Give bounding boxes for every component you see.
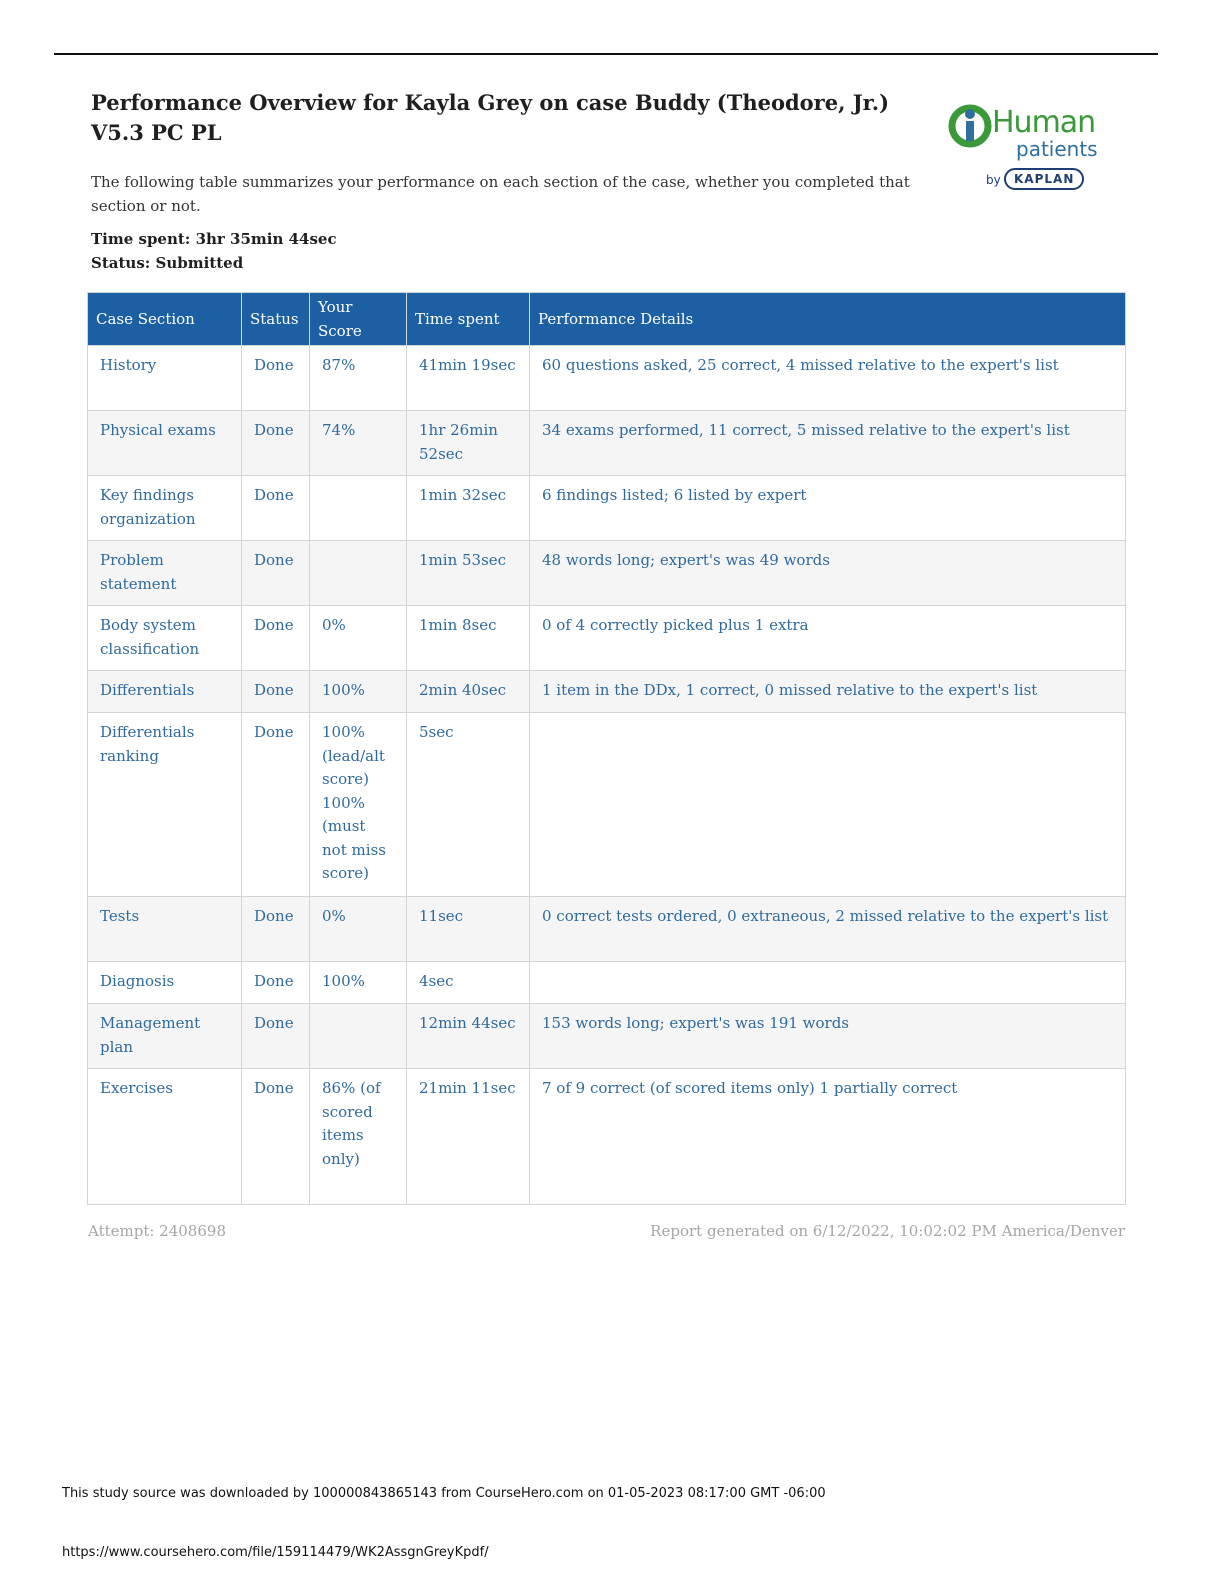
details-cell <box>530 962 1126 1004</box>
table-row <box>88 962 1126 1004</box>
table-row <box>88 346 1126 411</box>
section-cell: Differentials <box>88 671 242 713</box>
status-cell: Done <box>242 346 310 411</box>
col-header: Case Section <box>88 293 242 346</box>
report-timestamp: Report generated on 6/12/2022, 10:02:02 PM America/Denver <box>650 1222 1125 1240</box>
table-row <box>88 541 1126 606</box>
section-cell: Key findings organization <box>88 476 242 541</box>
table-row <box>88 1069 1126 1205</box>
table-row <box>88 606 1126 671</box>
score-cell: 86% (of scored items only) <box>310 1069 407 1205</box>
details-cell <box>530 713 1126 897</box>
time-cell: 21min 11sec <box>407 1069 530 1205</box>
time-cell: 2min 40sec <box>407 671 530 713</box>
section-cell: Physical exams <box>88 411 242 476</box>
section-cell: Body system classification <box>88 606 242 671</box>
kaplan-badge: KAPLAN <box>1004 168 1084 190</box>
section-cell: History <box>88 346 242 411</box>
details-cell: 48 words long; expert's was 49 words <box>530 541 1126 606</box>
table-row <box>88 671 1126 713</box>
score-cell: 100% <box>310 671 407 713</box>
details-cell: 6 findings listed; 6 listed by expert <box>530 476 1126 541</box>
score-cell: 0% <box>310 606 407 671</box>
attempt-id: Attempt: 2408698 <box>88 1222 226 1240</box>
details-cell: 7 of 9 correct (of scored items only) 1 partially correct <box>530 1069 1126 1205</box>
section-cell: Tests <box>88 897 242 962</box>
score-cell: 100% <box>310 962 407 1004</box>
page-title: Performance Overview for Kayla Grey on case Buddy (Theodore, Jr.) V5.3 PC PL <box>91 90 890 145</box>
time-cell: 1min 53sec <box>407 541 530 606</box>
section-cell: Exercises <box>88 1069 242 1205</box>
time-cell: 41min 19sec <box>407 346 530 411</box>
status-cell: Done <box>242 713 310 897</box>
table-row <box>88 476 1126 541</box>
details-cell: 153 words long; expert's was 191 words <box>530 1004 1126 1069</box>
status-cell: Done <box>242 476 310 541</box>
time-spent-total: Time spent: 3hr 35min 44sec <box>91 230 337 248</box>
time-cell: 4sec <box>407 962 530 1004</box>
logo-brand: Human <box>992 105 1096 140</box>
ihuman-logo <box>948 106 1118 196</box>
section-cell: Differentials ranking <box>88 713 242 897</box>
status-cell: Done <box>242 897 310 962</box>
score-cell: 0% <box>310 897 407 962</box>
table-row <box>88 713 1126 897</box>
details-cell: 0 correct tests ordered, 0 extraneous, 2 missed relative to the expert's list <box>530 897 1126 962</box>
submission-status: Status: Submitted <box>91 254 244 272</box>
status-cell: Done <box>242 962 310 1004</box>
score-cell <box>310 1004 407 1069</box>
section-cell: Problem statement <box>88 541 242 606</box>
details-cell: 1 item in the DDx, 1 correct, 0 missed relative to the expert's list <box>530 671 1126 713</box>
source-url: https://www.coursehero.com/file/159114479/WK2AssgnGreyKpdf/ <box>62 1545 489 1560</box>
table-row <box>88 897 1126 962</box>
section-cell: Management plan <box>88 1004 242 1069</box>
col-header: Status <box>242 293 310 346</box>
score-cell: 87% <box>310 346 407 411</box>
time-cell: 1min 8sec <box>407 606 530 671</box>
status-cell: Done <box>242 541 310 606</box>
details-cell: 60 questions asked, 25 correct, 4 missed relative to the expert's list <box>530 346 1126 411</box>
col-header: Time spent <box>407 293 530 346</box>
table-row <box>88 411 1126 476</box>
time-cell: 12min 44sec <box>407 1004 530 1069</box>
table-body <box>88 346 1126 1205</box>
status-cell: Done <box>242 671 310 713</box>
score-cell: 74% <box>310 411 407 476</box>
logo-by: by <box>986 173 1001 187</box>
intro-text: The following table summarizes your performance on each section of the case, whether you completed that section or not. <box>91 173 910 215</box>
score-cell <box>310 541 407 606</box>
status-cell: Done <box>242 606 310 671</box>
time-cell: 11sec <box>407 897 530 962</box>
section-cell: Diagnosis <box>88 962 242 1004</box>
table-row <box>88 1004 1126 1069</box>
source-note: This study source was downloaded by 100000843865143 from CourseHero.com on 01-05-2023 08:17:00 GMT -06:00 <box>62 1486 826 1501</box>
status-cell: Done <box>242 411 310 476</box>
time-cell: 1min 32sec <box>407 476 530 541</box>
time-cell: 5sec <box>407 713 530 897</box>
ihuman-mark-icon <box>948 104 992 148</box>
details-cell: 0 of 4 correctly picked plus 1 extra <box>530 606 1126 671</box>
details-cell: 34 exams performed, 11 correct, 5 missed relative to the expert's list <box>530 411 1126 476</box>
col-header: Your Score <box>310 293 407 346</box>
logo-sub: patients <box>1016 137 1098 161</box>
score-cell <box>310 476 407 541</box>
status-cell: Done <box>242 1004 310 1069</box>
status-cell: Done <box>242 1069 310 1205</box>
table-header-row <box>88 293 1126 346</box>
time-cell: 1hr 26min 52sec <box>407 411 530 476</box>
summary-meta <box>91 227 337 275</box>
score-cell: 100% (lead/alt score) 100% (must not miss score) <box>310 713 407 897</box>
performance-table <box>87 292 1126 1205</box>
col-header: Performance Details <box>530 293 1126 346</box>
top-rule <box>54 53 1158 55</box>
